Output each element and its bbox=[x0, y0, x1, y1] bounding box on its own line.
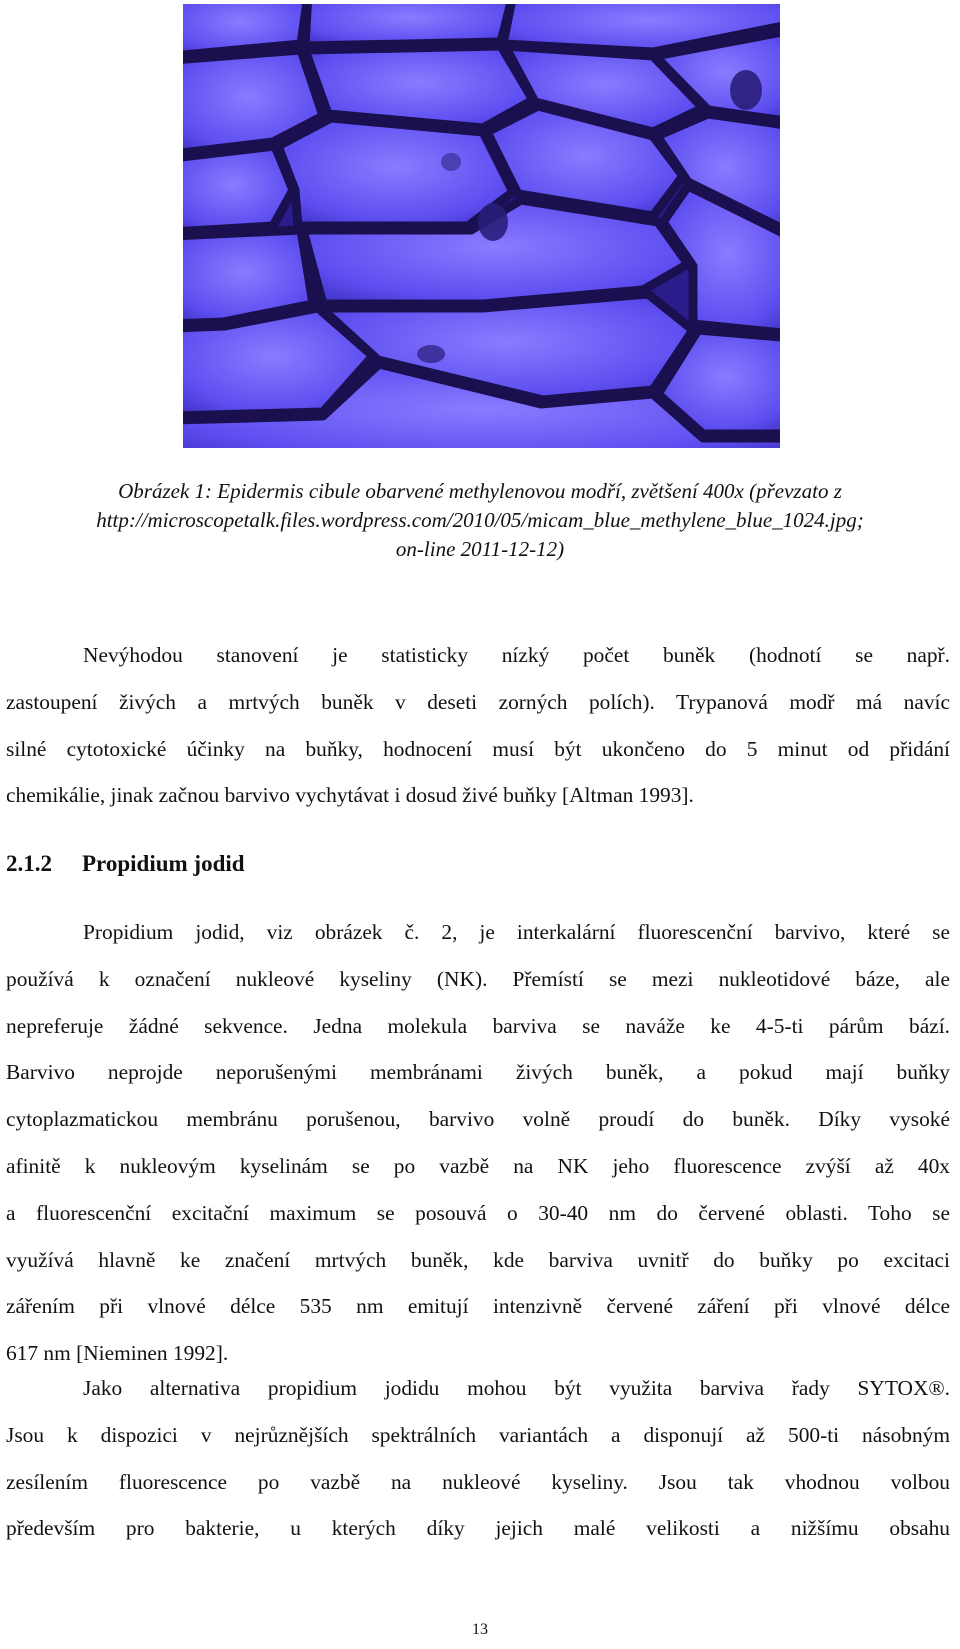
paragraph-line: Nevýhodou stanovení je statisticky nízký počet buněk (hodnotí se např. bbox=[83, 643, 950, 667]
paragraph-line: Propidium jodid, viz obrázek č. 2, je interkalární fluorescenční barvivo, které se bbox=[83, 920, 950, 944]
section-heading bbox=[6, 849, 245, 879]
paragraph-line: silné cytotoxické účinky na buňky, hodnocení musí být ukončeno do 5 minut od přidání bbox=[6, 736, 950, 761]
paragraph-1 bbox=[6, 632, 950, 819]
paragraph-line: Jako alternativa propidium jodidu mohou být využita barviva řady SYTOX®. bbox=[83, 1376, 950, 1400]
section-number: 2.1.2 bbox=[6, 851, 52, 876]
paragraph-2 bbox=[6, 909, 950, 1377]
paragraph-line: chemikálie, jinak začnou barvivo vychytávat i dosud živé buňky [Altman 1993]. bbox=[6, 783, 694, 808]
paragraph-line: zesílením fluorescence po vazbě na nukleové kyseliny. Jsou tak vhodnou volbou bbox=[6, 1469, 950, 1494]
micrograph-image bbox=[183, 4, 780, 448]
paragraph-line: Barvivo neprojde neporušenými membránami živých buněk, a pokud mají buňky bbox=[6, 1060, 950, 1085]
paragraph-line: využívá hlavně ke značení mrtvých buněk, kde barviva uvnitř do buňky po excitaci bbox=[6, 1247, 950, 1272]
paragraph-line: Jsou k dispozici v nejrůznějších spektrálních variantách a disponují až 500-ti násobným bbox=[6, 1422, 950, 1447]
caption-line-1: Obrázek 1: Epidermis cibule obarvené methylenovou modří, zvětšení 400x (převzato z bbox=[118, 479, 842, 503]
paragraph-line: zastoupení živých a mrtvých buněk v deseti zorných polích). Trypanová modř má navíc bbox=[6, 689, 950, 714]
paragraph-line: 617 nm [Nieminen 1992]. bbox=[6, 1341, 229, 1366]
micrograph-figure bbox=[183, 4, 780, 448]
paragraph-line: afinitě k nukleovým kyselinám se po vazbě na NK jeho fluorescence zvýší až 40x bbox=[6, 1153, 950, 1178]
paragraph-line: používá k označení nukleové kyseliny (NK). Přemístí se mezi nukleotidové báze, ale bbox=[6, 966, 950, 991]
page-number: 13 bbox=[472, 1621, 488, 1638]
caption-line-2: http://microscopetalk.files.wordpress.com/2010/05/micam_blue_methylene_blue_1024.jpg; bbox=[96, 508, 864, 532]
paragraph-3 bbox=[6, 1365, 950, 1552]
caption-line-3: on-line 2011-12-12) bbox=[395, 537, 565, 561]
paragraph-line: a fluorescenční excitační maximum se posouvá o 30-40 nm do červené oblasti. Toho se bbox=[6, 1200, 950, 1225]
figure-caption bbox=[40, 477, 920, 564]
paragraph-line: především pro bakterie, u kterých díky jejich malé velikosti a nižšímu obsahu bbox=[6, 1516, 950, 1541]
paragraph-line: nepreferuje žádné sekvence. Jedna molekula barviva se naváže ke 4-5-ti párům bází. bbox=[6, 1013, 950, 1038]
section-title: Propidium jodid bbox=[82, 851, 245, 876]
paragraph-line: cytoplazmatickou membránu porušenou, barvivo volně proudí do buněk. Díky vysoké bbox=[6, 1107, 950, 1132]
paragraph-line: zářením při vlnové délce 535 nm emitují intenzivně červené záření při vlnové délce bbox=[6, 1294, 950, 1319]
